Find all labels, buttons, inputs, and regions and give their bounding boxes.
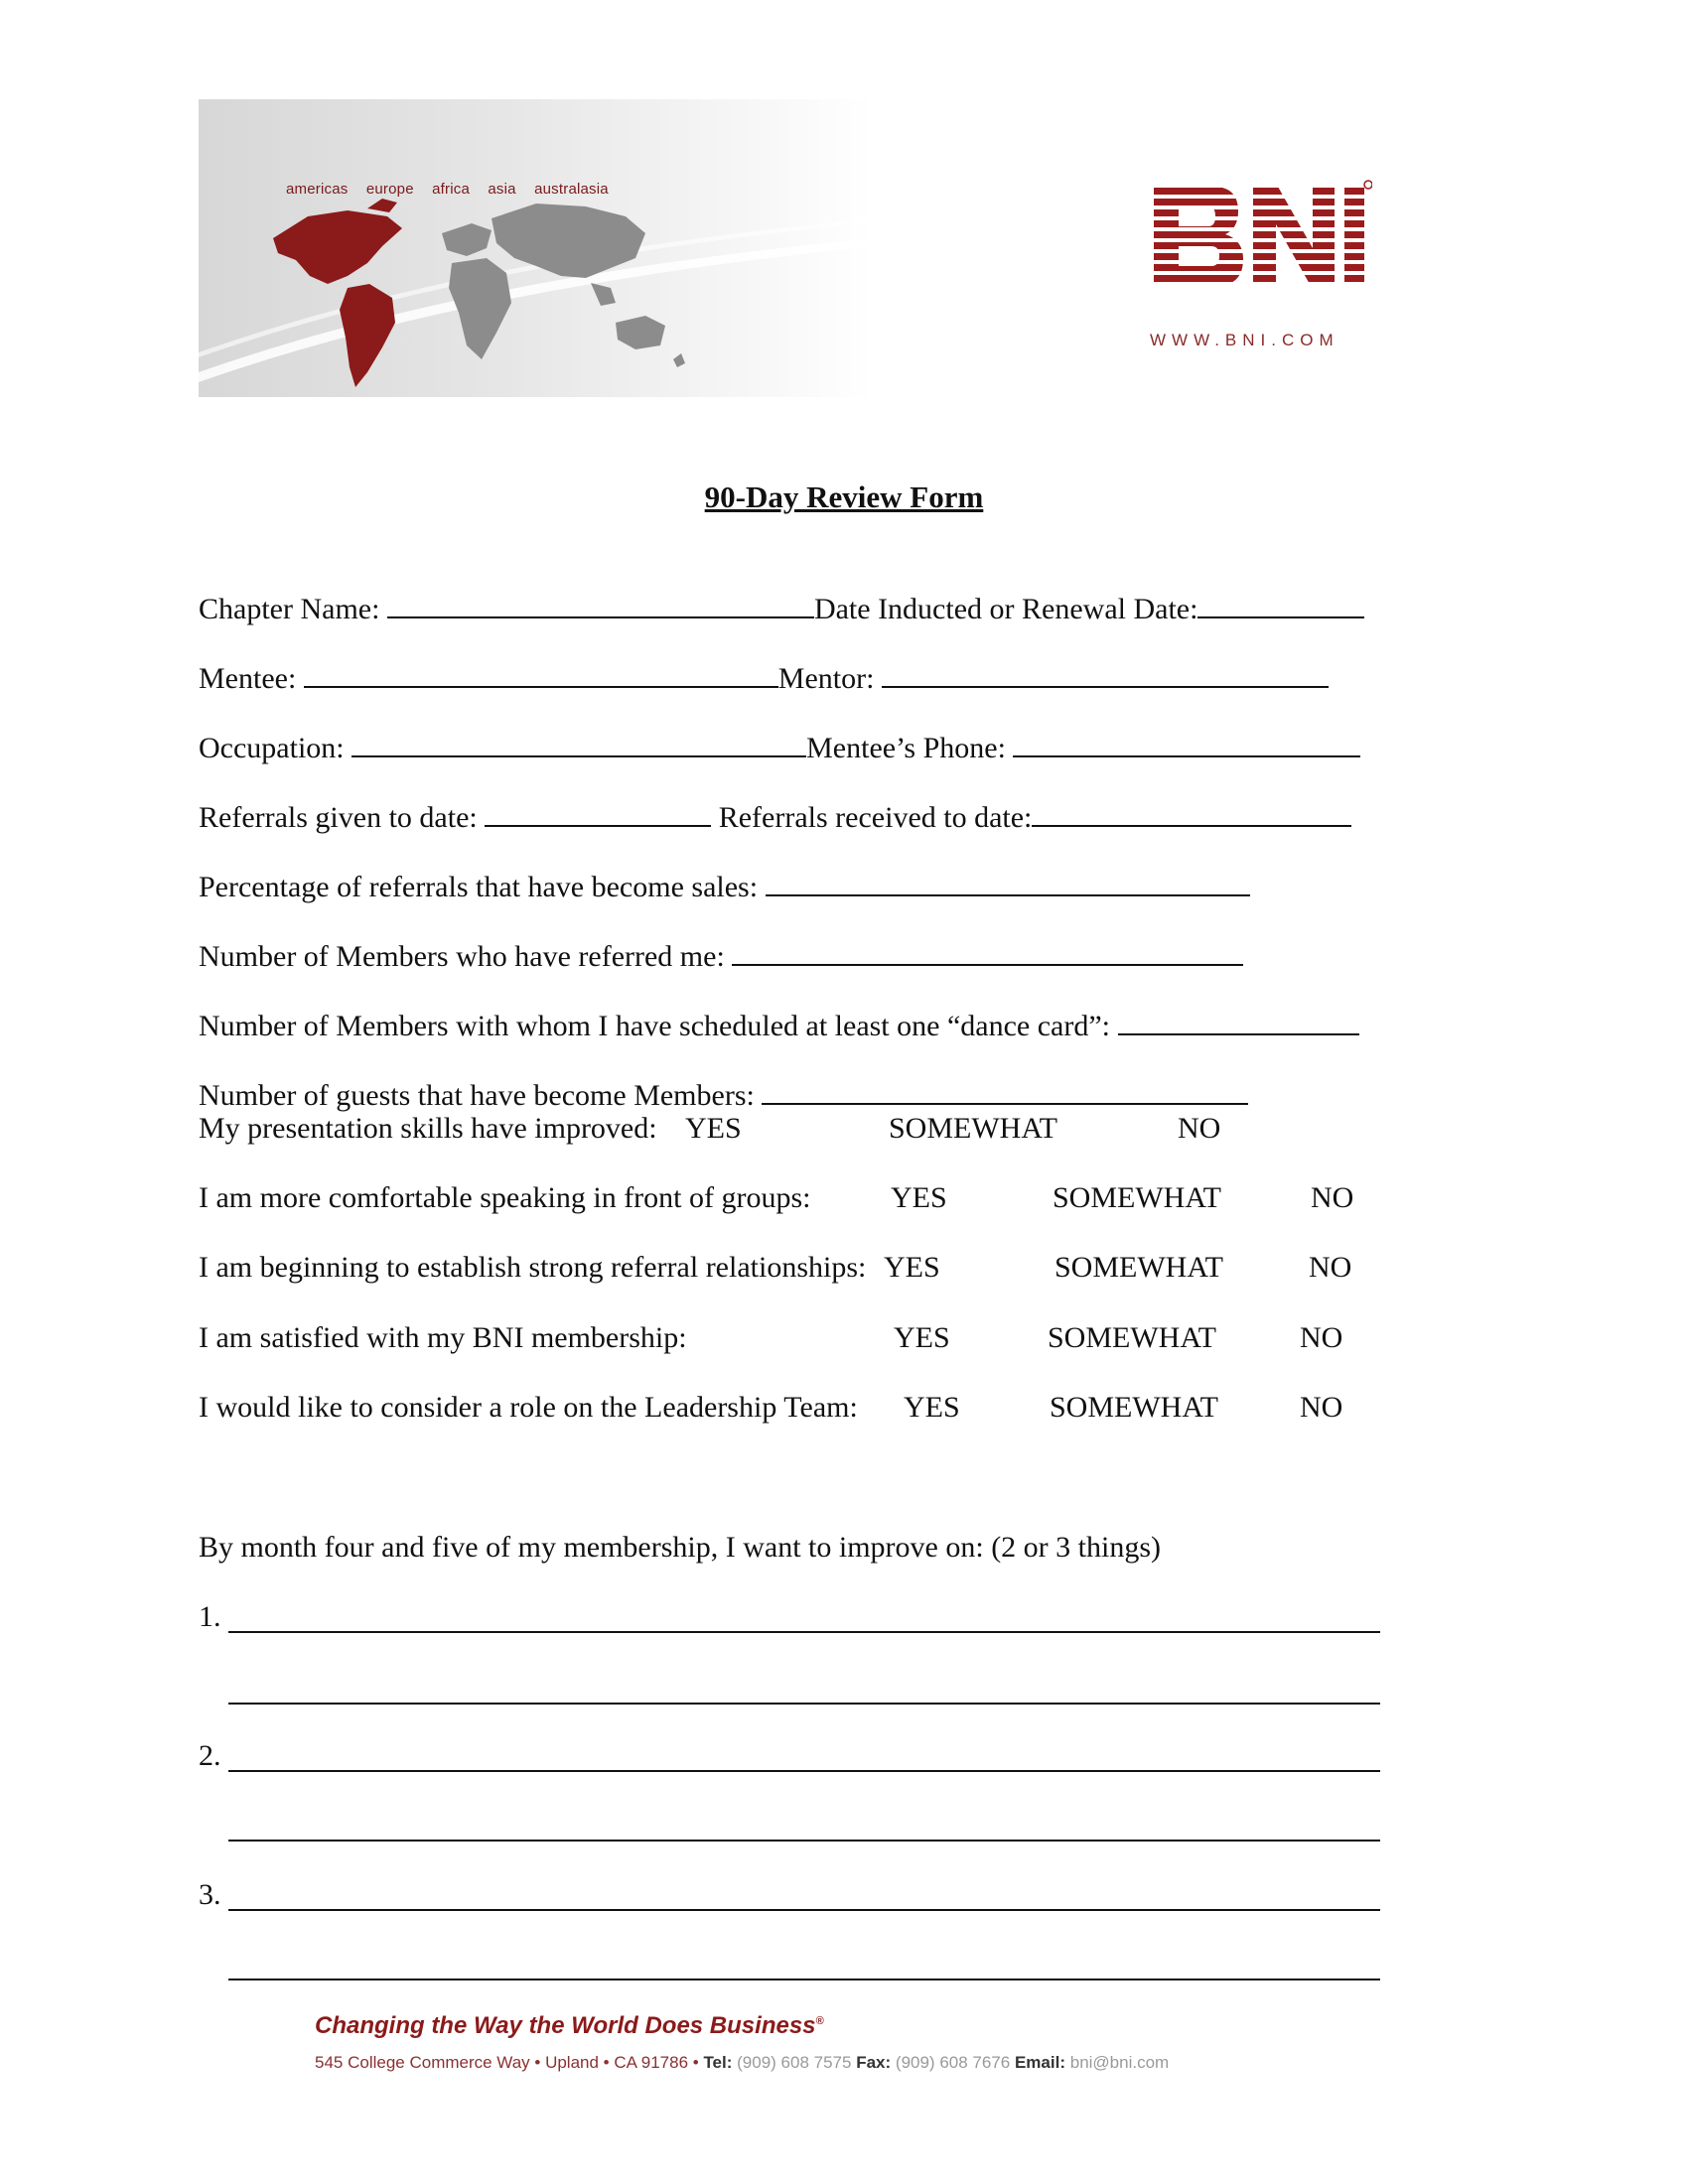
row-dance-card bbox=[199, 1008, 1359, 1044]
mentee-phone-label: Mentee’s Phone: bbox=[806, 732, 1006, 764]
page-title: 90-Day Review Form bbox=[704, 479, 984, 514]
members-referred-label: Number of Members who have referred me: bbox=[199, 940, 725, 973]
row-occupation bbox=[199, 730, 1360, 766]
date-inducted-field[interactable] bbox=[1197, 591, 1364, 618]
members-referred-field[interactable] bbox=[732, 938, 1243, 966]
referrals-received-field[interactable] bbox=[1032, 799, 1351, 827]
somewhat-option[interactable]: SOMEWHAT bbox=[1048, 1321, 1216, 1354]
header-banner bbox=[199, 99, 874, 397]
footer-contact bbox=[315, 2053, 1169, 2073]
improve-item-number: 3. bbox=[199, 1878, 221, 1911]
tel-value: (909) 608 7575 bbox=[737, 2053, 852, 2072]
improve-prompt: By month four and five of my membership, I want to improve on: (2 or 3 things) bbox=[199, 1531, 1162, 1564]
somewhat-option[interactable]: SOMEWHAT bbox=[1055, 1251, 1223, 1284]
percentage-sales-label: Percentage of referrals that have become sales: bbox=[199, 871, 759, 903]
question-text: I am more comfortable speaking in front of groups: bbox=[199, 1181, 811, 1214]
world-map-graphic bbox=[199, 99, 874, 397]
improve-line[interactable] bbox=[228, 1947, 1380, 1980]
question-text: My presentation skills have improved: bbox=[199, 1112, 657, 1145]
referrals-received-label: Referrals received to date: bbox=[718, 801, 1033, 834]
fax-value: (909) 608 7676 bbox=[895, 2053, 1011, 2072]
bni-logo bbox=[1144, 177, 1372, 296]
chapter-name-field[interactable] bbox=[387, 591, 814, 618]
no-option[interactable]: NO bbox=[1300, 1391, 1343, 1424]
row-guests-members bbox=[199, 1077, 1248, 1114]
row-referrals bbox=[199, 799, 1351, 836]
fax-label: Fax: bbox=[856, 2053, 892, 2072]
yes-option[interactable]: YES bbox=[904, 1391, 960, 1424]
mentor-label: Mentor: bbox=[777, 662, 875, 695]
improve-line[interactable] bbox=[228, 1877, 1380, 1911]
occupation-label: Occupation: bbox=[199, 732, 345, 764]
question-row bbox=[199, 1320, 687, 1356]
row-percentage bbox=[199, 869, 1250, 905]
region-label: asia bbox=[488, 181, 516, 198]
address-text: 545 College Commerce Way • Upland • CA 91786 • bbox=[315, 2053, 699, 2072]
mentee-label: Mentee: bbox=[199, 662, 297, 695]
referrals-given-label: Referrals given to date: bbox=[199, 801, 478, 834]
question-text: I would like to consider a role on the Leadership Team: bbox=[199, 1391, 858, 1424]
website-url: WWW.BNI.COM bbox=[1150, 331, 1339, 349]
region-label: australasia bbox=[534, 181, 609, 198]
somewhat-option[interactable]: SOMEWHAT bbox=[889, 1112, 1057, 1145]
row-members-referred bbox=[199, 938, 1243, 975]
region-list bbox=[286, 181, 623, 198]
improve-item-number: 1. bbox=[199, 1600, 221, 1633]
improve-line[interactable] bbox=[228, 1738, 1380, 1772]
chapter-name-label: Chapter Name: bbox=[199, 593, 380, 625]
row-chapter bbox=[199, 591, 1364, 627]
no-option[interactable]: NO bbox=[1311, 1181, 1354, 1214]
region-label: africa bbox=[432, 181, 471, 198]
tel-label: Tel: bbox=[703, 2053, 733, 2072]
dance-card-label: Number of Members with whom I have scheduled at least one “dance card”: bbox=[199, 1010, 1110, 1042]
guests-members-label: Number of guests that have become Members: bbox=[199, 1079, 755, 1112]
occupation-field[interactable] bbox=[352, 730, 806, 757]
region-label: americas bbox=[286, 181, 349, 198]
somewhat-option[interactable]: SOMEWHAT bbox=[1050, 1391, 1218, 1424]
question-text: I am satisfied with my BNI membership: bbox=[199, 1321, 687, 1354]
mentor-field[interactable] bbox=[882, 660, 1329, 688]
slogan-text: Changing the Way the World Does Business bbox=[315, 2012, 816, 2039]
mentee-field[interactable] bbox=[304, 660, 778, 688]
mentee-phone-field[interactable] bbox=[1013, 730, 1360, 757]
dance-card-field[interactable] bbox=[1118, 1008, 1359, 1035]
date-inducted-label: Date Inducted or Renewal Date: bbox=[813, 593, 1198, 625]
registered-mark: ® bbox=[815, 2015, 824, 2027]
yes-option[interactable]: YES bbox=[891, 1181, 947, 1214]
improve-line[interactable] bbox=[228, 1808, 1380, 1842]
question-row bbox=[199, 1390, 858, 1426]
question-text: I am beginning to establish strong referral relationships: bbox=[199, 1251, 867, 1284]
referrals-given-field[interactable] bbox=[485, 799, 711, 827]
percentage-sales-field[interactable] bbox=[766, 869, 1250, 896]
email-label: Email: bbox=[1014, 2053, 1065, 2072]
improve-item-number: 2. bbox=[199, 1739, 221, 1772]
yes-option[interactable]: YES bbox=[685, 1112, 742, 1145]
no-option[interactable]: NO bbox=[1300, 1321, 1343, 1354]
region-label: europe bbox=[365, 181, 414, 198]
yes-option[interactable]: YES bbox=[884, 1251, 940, 1284]
yes-option[interactable]: YES bbox=[894, 1321, 950, 1354]
question-row bbox=[199, 1180, 811, 1216]
somewhat-option[interactable]: SOMEWHAT bbox=[1053, 1181, 1221, 1214]
improve-line[interactable] bbox=[228, 1671, 1380, 1705]
question-row bbox=[199, 1250, 866, 1286]
no-option[interactable]: NO bbox=[1178, 1112, 1221, 1145]
improve-line[interactable] bbox=[228, 1599, 1380, 1633]
guests-members-field[interactable] bbox=[762, 1077, 1248, 1105]
footer-slogan bbox=[315, 2012, 824, 2040]
email-link[interactable]: bni@bni.com bbox=[1069, 2053, 1170, 2072]
question-row bbox=[199, 1111, 657, 1147]
row-mentee bbox=[199, 660, 1329, 697]
no-option[interactable]: NO bbox=[1309, 1251, 1352, 1284]
